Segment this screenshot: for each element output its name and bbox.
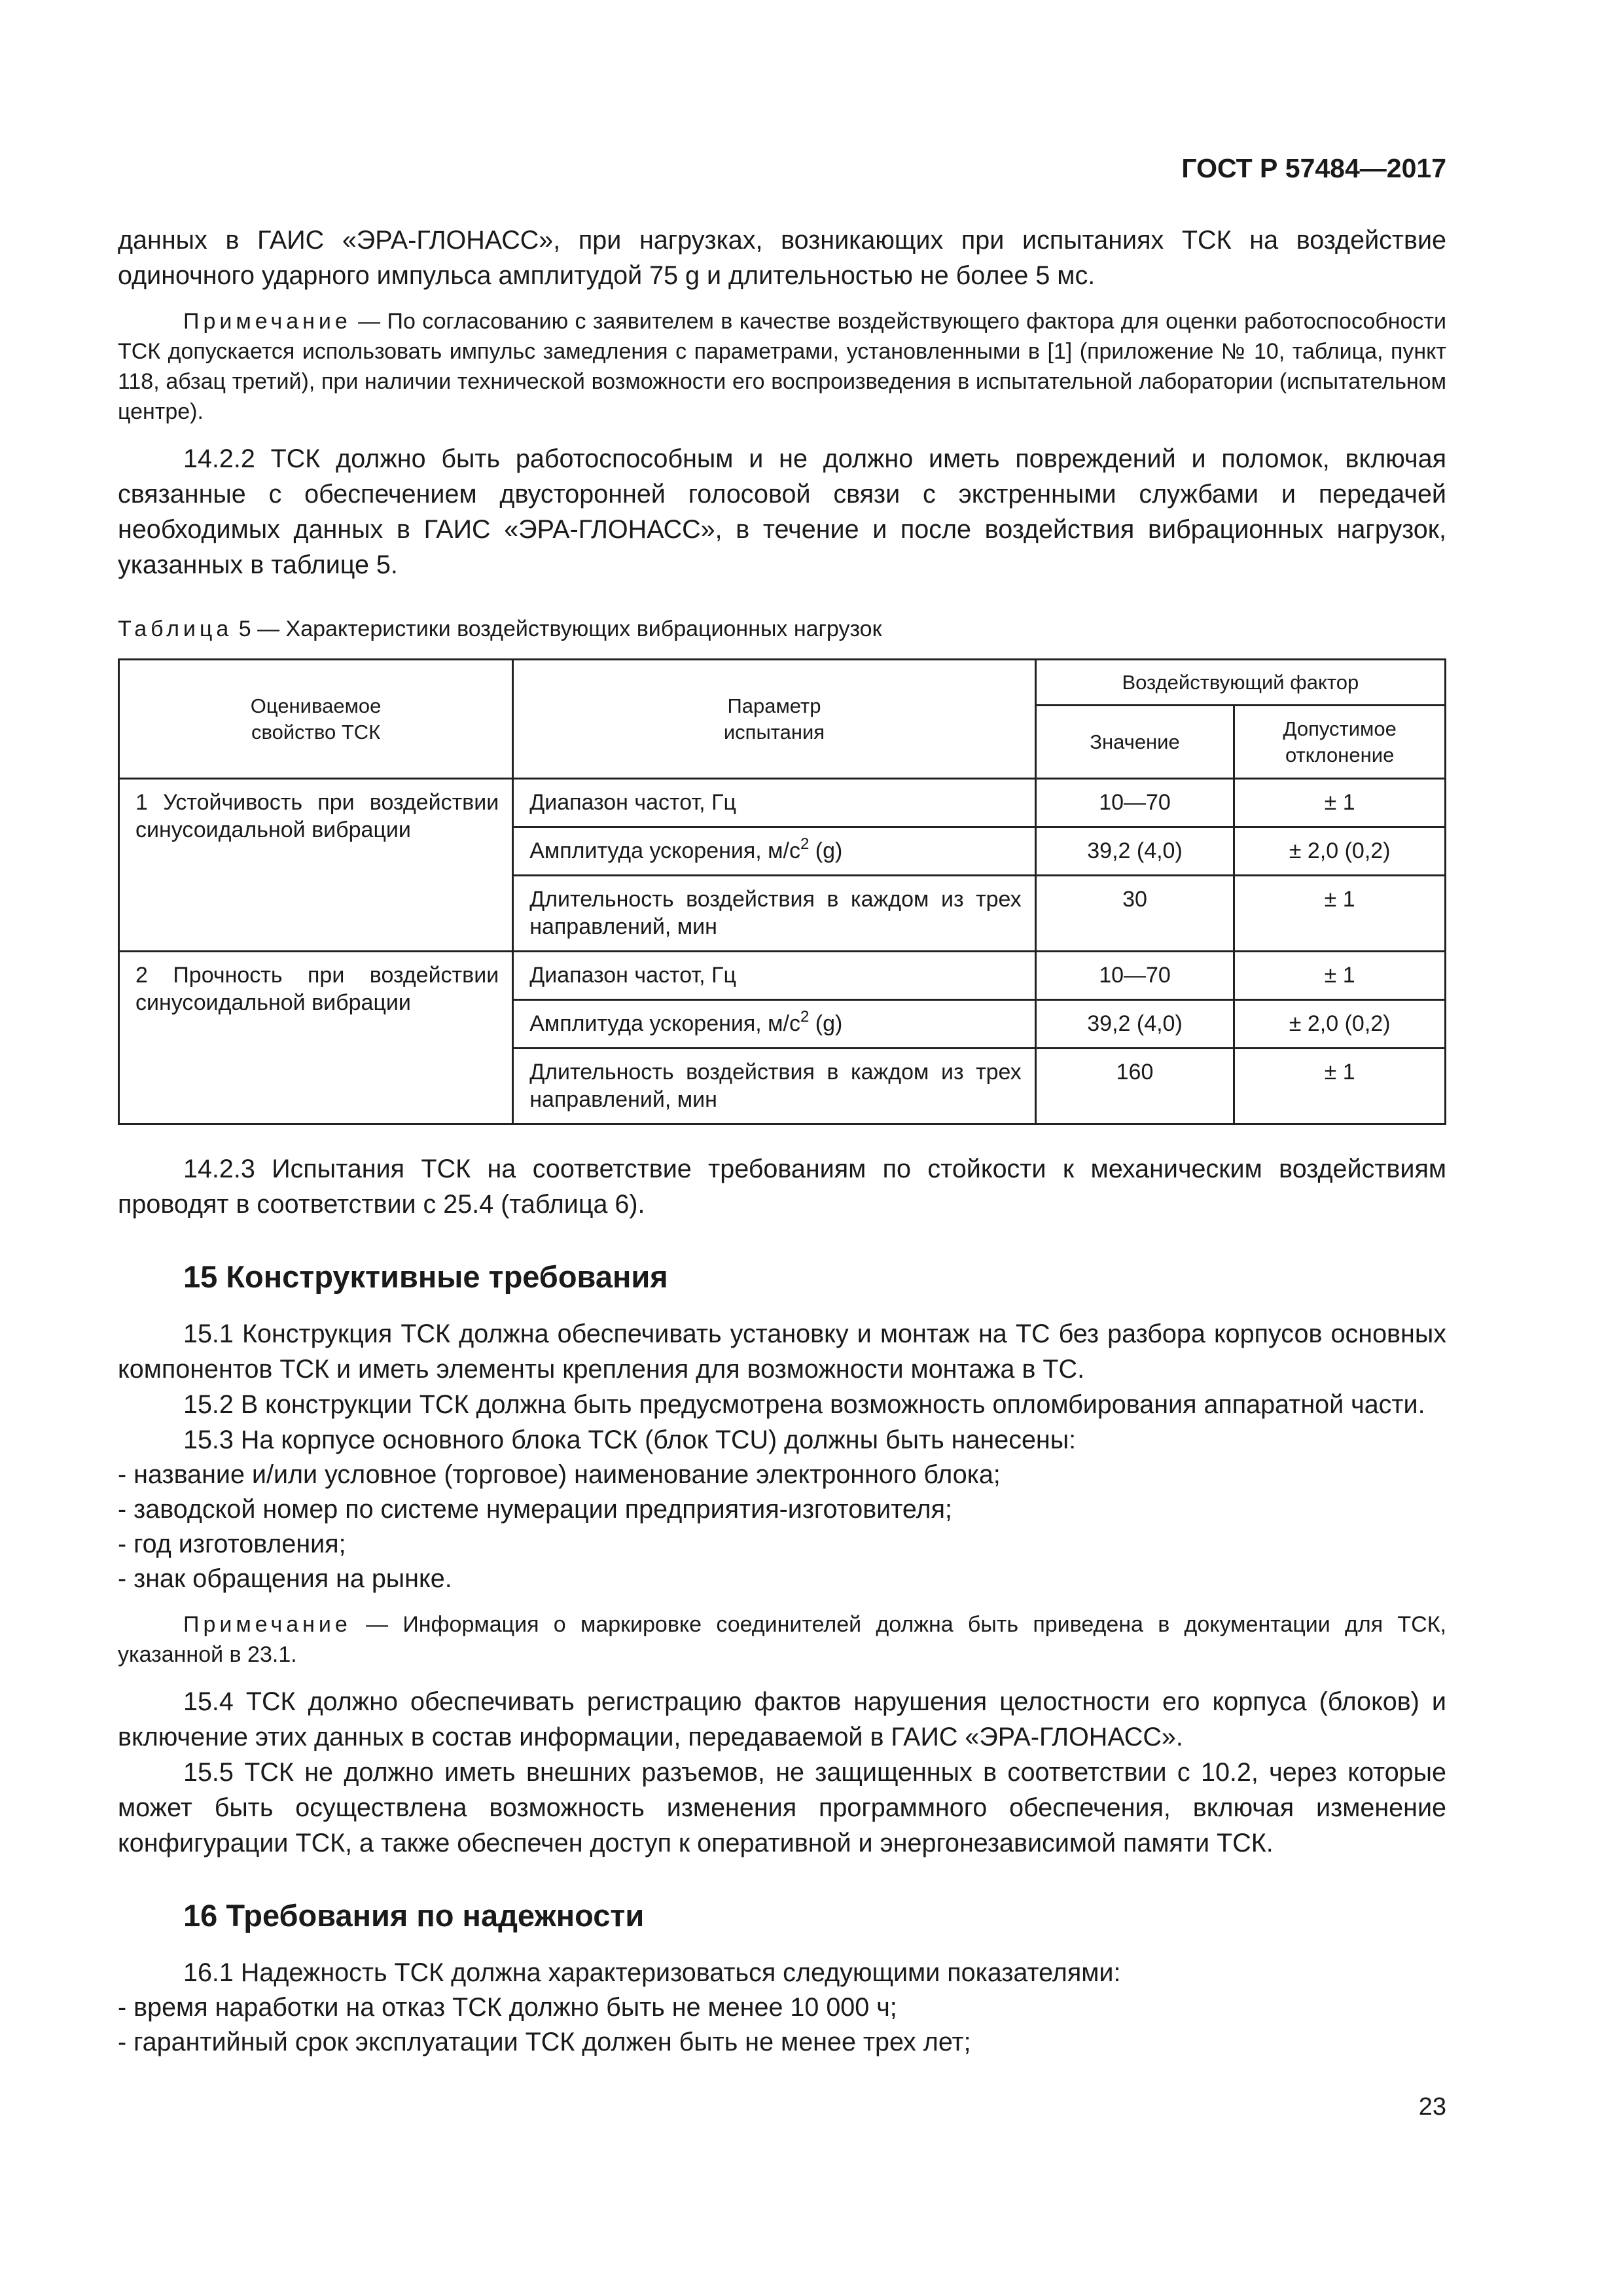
document-code: ГОСТ Р 57484—2017	[1181, 153, 1446, 183]
section-16-title: 16 Требования по надежности	[183, 1898, 645, 1933]
note-text: Информация о маркировке соединителей должна быть приведена в документации для ТСК, указанной в 23.1.	[118, 1612, 1446, 1667]
param-unit: (g)	[809, 1011, 843, 1036]
page-content	[118, 223, 1446, 2060]
table-caption	[118, 614, 1446, 644]
note-dash: —	[351, 309, 387, 334]
param-text: Амплитуда ускорения, м/с	[529, 838, 800, 863]
tolerance-cell: ± 2,0 (0,2)	[1234, 827, 1446, 876]
marking-list	[118, 1458, 1446, 1596]
page-number: 23	[1418, 2093, 1446, 2121]
header-factor: Воздействующий фактор	[1035, 660, 1445, 706]
note-2	[118, 1609, 1446, 1670]
header-tolerance: Допустимое отклонение	[1234, 706, 1446, 779]
tolerance-cell: ± 2,0 (0,2)	[1234, 1000, 1446, 1049]
param-superscript: 2	[800, 1008, 810, 1026]
param-cell	[513, 1000, 1036, 1049]
reliability-list	[118, 1990, 1446, 2060]
table-row	[119, 779, 1446, 827]
vibration-table	[118, 658, 1446, 1125]
value-cell: 39,2 (4,0)	[1035, 827, 1234, 876]
section-15-title: 15 Конструктивные требования	[183, 1259, 668, 1294]
header-value: Значение	[1035, 706, 1234, 779]
value-cell: 39,2 (4,0)	[1035, 1000, 1234, 1049]
param-superscript: 2	[800, 835, 810, 853]
list-item: - время наработки на отказ ТСК должно быть не менее 10 000 ч;	[118, 1993, 897, 2022]
note-label: Примечание	[183, 1612, 351, 1637]
paragraph-15-4: 15.4 ТСК должно обеспечивать регистрацию фактов нарушения целостности его корпуса (блоков) и включение этих данных в состав информации, передаваемой в ГАИС «ЭРА-ГЛОНАСС».	[118, 1687, 1446, 1751]
value-cell: 160	[1035, 1049, 1234, 1124]
list-item: - знак обращения на рынке.	[118, 1564, 452, 1593]
param-cell: Длительность воздействия в каждом из трех направлений, мин	[513, 1049, 1036, 1124]
header-parameter: Параметр испытания	[513, 660, 1036, 779]
param-cell	[513, 827, 1036, 876]
list-item: - название и/или условное (торговое) наименование электронного блока;	[118, 1460, 1001, 1489]
paragraph-16-1: 16.1 Надежность ТСК должна характеризоваться следующими показателями:	[183, 1958, 1121, 1987]
param-cell: Длительность воздействия в каждом из трех направлений, мин	[513, 876, 1036, 952]
paragraph-15-3: 15.3 На корпусе основного блока ТСК (блок TCU) должны быть нанесены:	[183, 1426, 1077, 1454]
paragraph-15-5: 15.5 ТСК не должно иметь внешних разъемов, не защищенных в соответствии с 10.2, через которые может быть осуществлена возможность изменения программного обеспечения, включая изменение конфигурации ТСК, а также обеспечен доступ к оперативной и энергонезависимой памяти ТСК.	[118, 1758, 1446, 1857]
value-cell: 10—70	[1035, 779, 1234, 827]
property-cell: 1 Устойчивость при воздействии синусоидальной вибрации	[119, 779, 513, 952]
paragraph-14-2-3: 14.2.3 Испытания ТСК на соответствие требованиям по стойкости к механическим воздействиям проводят в соответствии с 25.4 (таблица 6).	[118, 1155, 1446, 1219]
param-cell: Диапазон частот, Гц	[513, 952, 1036, 1000]
paragraph-15-2: 15.2 В конструкции ТСК должна быть предусмотрена возможность опломбирования аппаратной части.	[183, 1390, 1425, 1419]
value-cell: 30	[1035, 876, 1234, 952]
header-property: Оцениваемое свойство ТСК	[119, 660, 513, 779]
param-cell: Диапазон частот, Гц	[513, 779, 1036, 827]
note-1	[118, 306, 1446, 427]
note-text: По согласованию с заявителем в качестве воздействующего фактора для оценки работоспособности ТСК допускается использовать импульс замедления с параметрами, установленными в [1] (приложение № 10, таблица, пункт 118, абзац третий), при наличии технической возможности его воспроизведения в испытательной лаборатории (испытательном центре).	[118, 309, 1446, 424]
paragraph-14-2-2: 14.2.2 ТСК должно быть работоспособным и не должно иметь повреждений и поломок, включая связанные с обеспечением двусторонней голосовой связи с экстренными службами и передачей необходимых данных в ГАИС «ЭРА-ГЛОНАСС», в течение и после воздействия вибрационных нагрузок, указанных в таблице 5.	[118, 444, 1446, 579]
table-row	[119, 952, 1446, 1000]
paragraph-15-1: 15.1 Конструкция ТСК должна обеспечивать установку и монтаж на ТС без разбора корпусов основных компонентов ТСК и иметь элементы крепления для возможности монтажа в ТС.	[118, 1319, 1446, 1384]
property-cell: 2 Прочность при воздействии синусоидальной вибрации	[119, 952, 513, 1124]
tolerance-cell: ± 1	[1234, 876, 1446, 952]
list-item: - заводской номер по системе нумерации предприятия-изготовителя;	[118, 1495, 952, 1524]
note-dash: —	[351, 1612, 403, 1637]
tolerance-cell: ± 1	[1234, 1049, 1446, 1124]
tolerance-cell: ± 1	[1234, 952, 1446, 1000]
value-cell: 10—70	[1035, 952, 1234, 1000]
table-caption-label: Таблица	[118, 617, 233, 641]
param-unit: (g)	[809, 838, 843, 863]
table-caption-text: 5 — Характеристики воздействующих вибрационных нагрузок	[232, 617, 882, 641]
tolerance-cell: ± 1	[1234, 779, 1446, 827]
param-text: Амплитуда ускорения, м/с	[529, 1011, 800, 1036]
list-item: - год изготовления;	[118, 1530, 346, 1558]
note-label: Примечание	[183, 309, 351, 334]
paragraph-continued: данных в ГАИС «ЭРА-ГЛОНАСС», при нагрузках, возникающих при испытаниях ТСК на воздействие одиночного ударного импульса амплитудой 75 g и длительностью не более 5 мс.	[118, 226, 1446, 290]
list-item: - гарантийный срок эксплуатации ТСК должен быть не менее трех лет;	[118, 2028, 971, 2056]
